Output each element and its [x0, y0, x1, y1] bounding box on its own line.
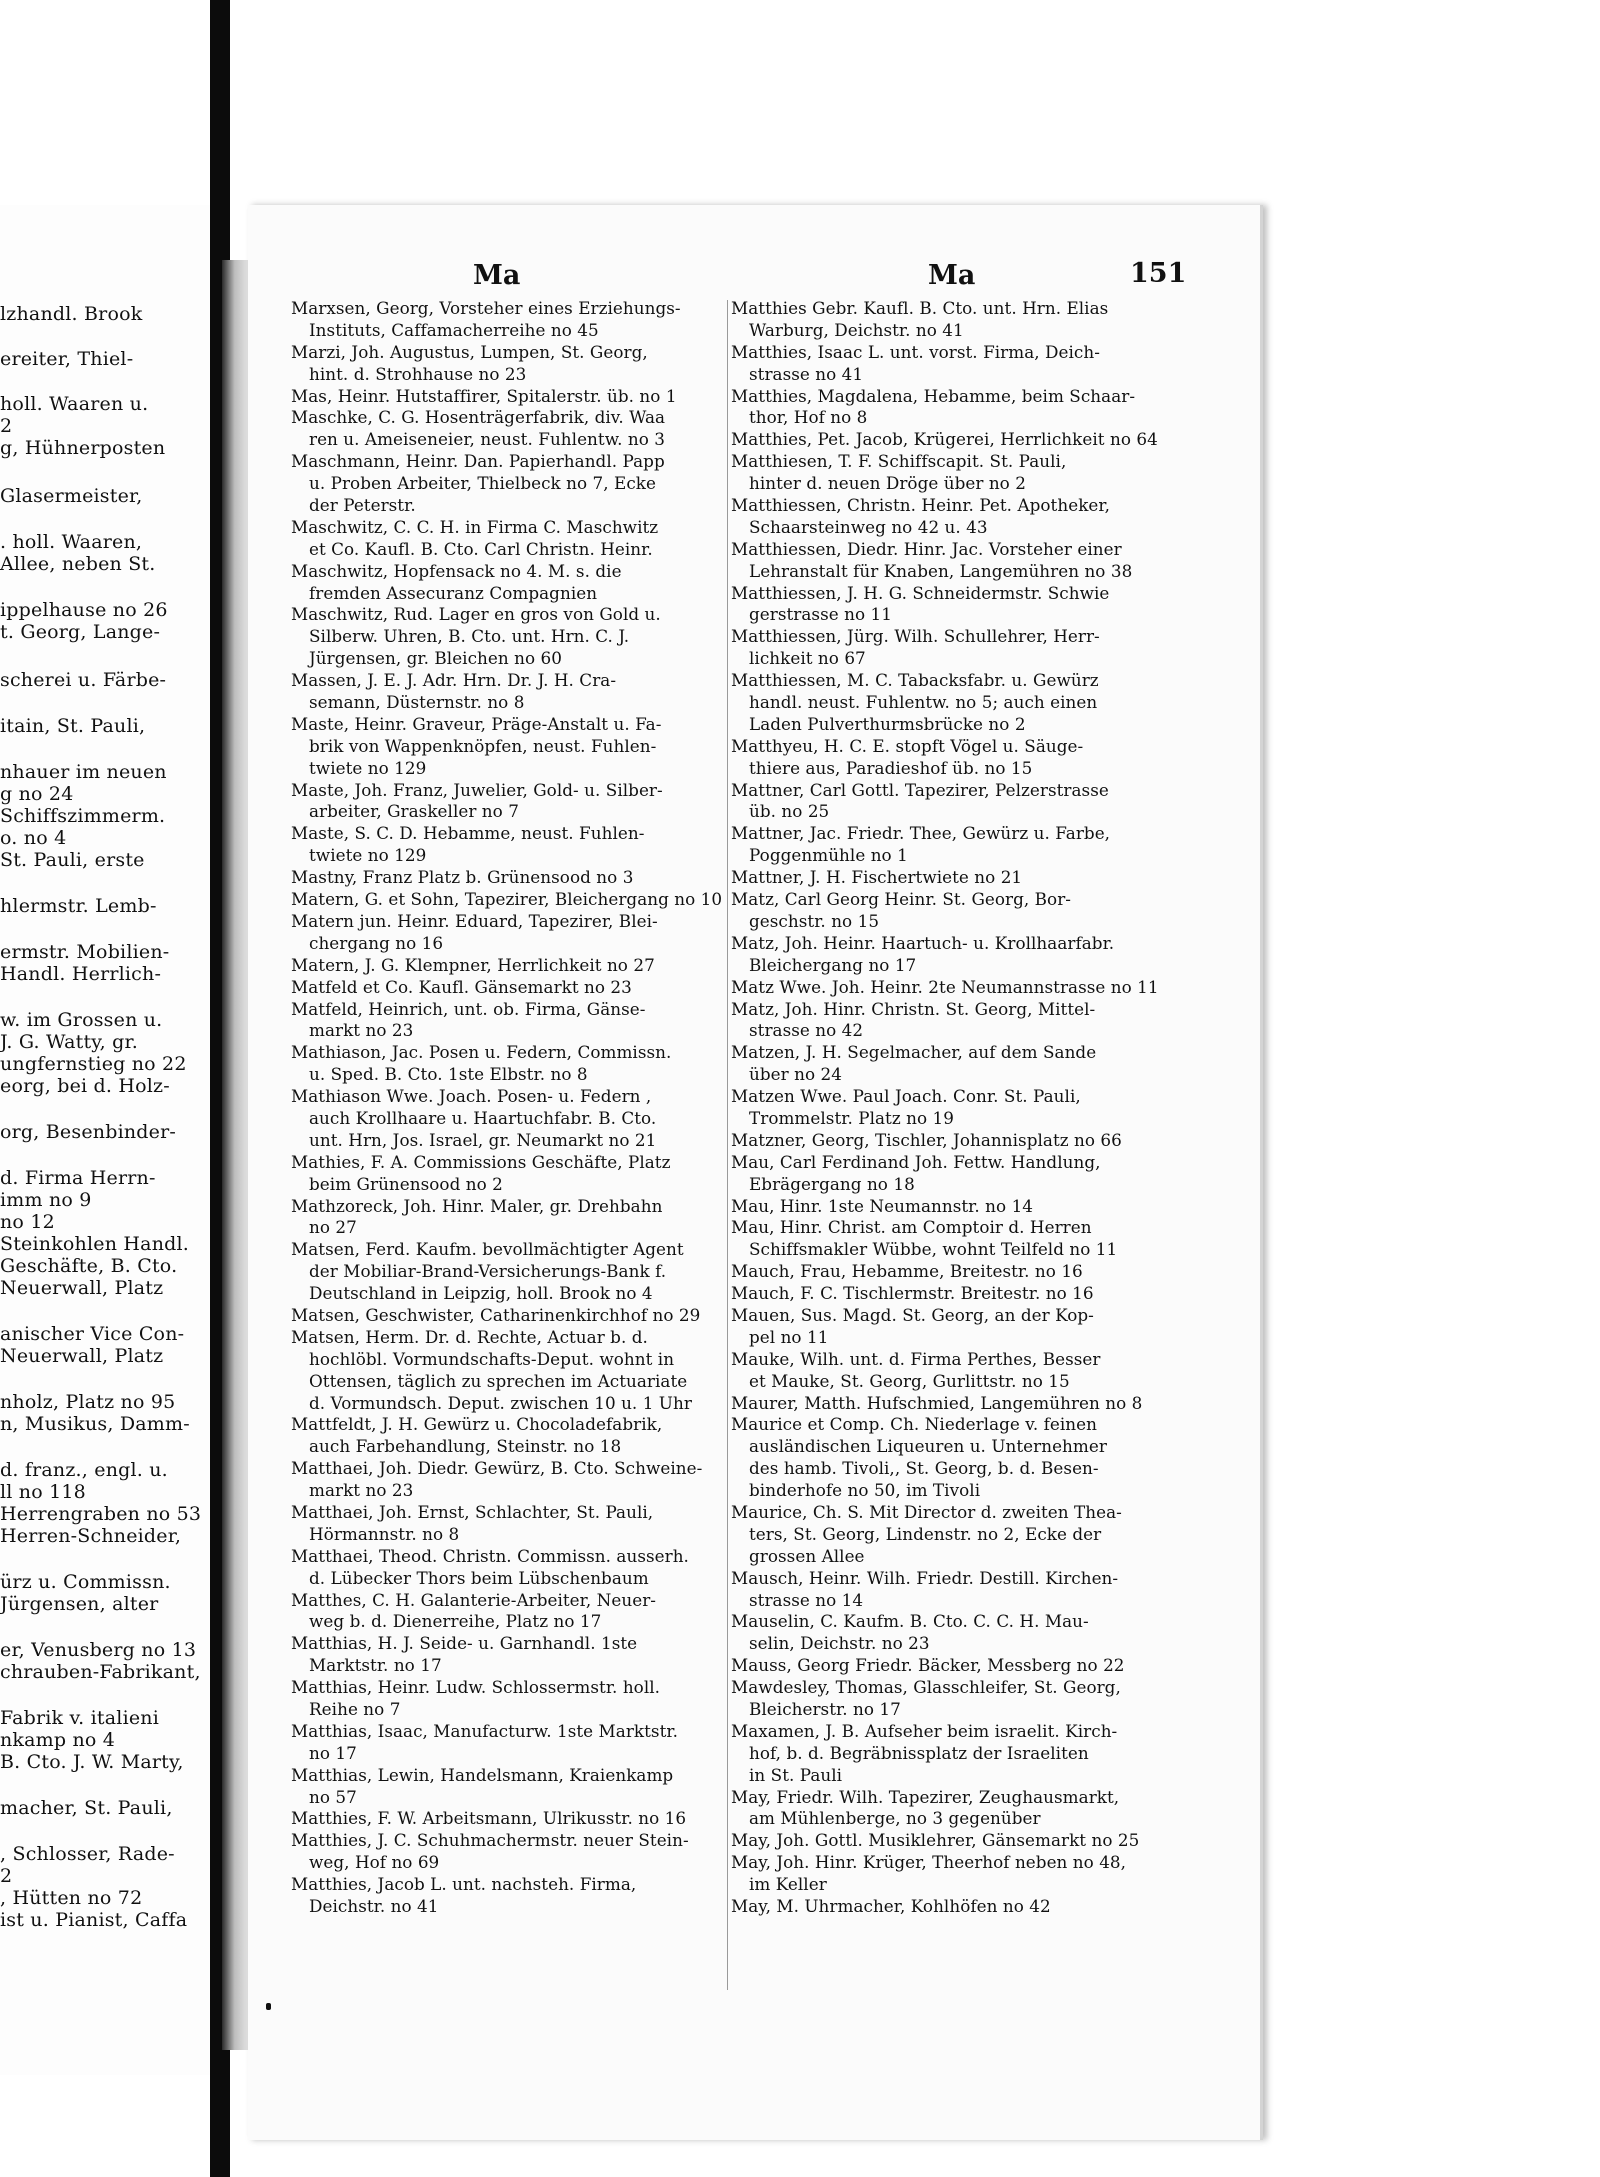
- left-fragment-line: holl. Waaren u.: [0, 393, 149, 415]
- directory-entry-line: Matthies, Jacob L. unt. nachsteh. Firma,: [291, 1874, 637, 1895]
- directory-entry-line: Maschke, C. G. Hosenträgerfabrik, div. Waa: [291, 407, 666, 428]
- directory-entry-line: Deichstr. no 41: [309, 1896, 439, 1917]
- directory-entry-line: im Keller: [749, 1874, 827, 1895]
- directory-entry-line: thor, Hof no 8: [749, 407, 868, 428]
- left-fragment-line: d. franz., engl. u.: [0, 1459, 168, 1481]
- directory-entry-line: Matthiessen, Diedr. Hinr. Jac. Vorsteher einer: [731, 538, 1122, 559]
- left-fragment-line: Glasermeister,: [0, 485, 143, 507]
- directory-entry-line: Matzner, Georg, Tischler, Johannisplatz no 66: [731, 1129, 1122, 1150]
- directory-entry-line: Maurice, Ch. S. Mit Director d. zweiten Thea-: [731, 1501, 1122, 1522]
- directory-entry-line: Warburg, Deichstr. no 41: [749, 319, 964, 340]
- left-fragment-line: , Hütten no 72: [0, 1887, 143, 1909]
- directory-entry-line: ters, St. Georg, Lindenstr. no 2, Ecke der: [749, 1523, 1102, 1544]
- directory-entry-line: Matsen, Ferd. Kaufm. bevollmächtigter Agent: [291, 1239, 684, 1260]
- directory-entry-line: Matthies, Magdalena, Hebamme, beim Schaar-: [731, 385, 1136, 406]
- directory-entry-line: Matfeld, Heinrich, unt. ob. Firma, Gänse-: [291, 998, 646, 1019]
- left-fragment-line: Fabrik v. italieni: [0, 1707, 160, 1729]
- directory-entry-line: Schaarsteinweg no 42 u. 43: [749, 516, 988, 537]
- directory-entry-line: ren u. Ameiseneier, neust. Fuhlentw. no 3: [309, 429, 666, 450]
- directory-entry-line: Matthies, Pet. Jacob, Krügerei, Herrlichkeit no 64: [731, 429, 1158, 450]
- directory-page: [248, 205, 1263, 2140]
- directory-entry-line: Laden Pulverthurmsbrücke no 2: [749, 713, 1026, 734]
- left-fragment-line: 2: [0, 415, 13, 437]
- directory-entry-line: Matern, G. et Sohn, Tapezirer, Bleichergang no 10: [291, 889, 723, 910]
- directory-entry-line: May, Joh. Hinr. Krüger, Theerhof neben no 48,: [731, 1852, 1127, 1873]
- left-fragment-line: o. no 4: [0, 827, 67, 849]
- directory-entry-line: Matsen, Herm. Dr. d. Rechte, Actuar b. d.: [291, 1326, 648, 1347]
- directory-entry-line: Mattner, Carl Gottl. Tapezirer, Pelzerstrasse: [731, 779, 1109, 800]
- directory-entry-line: Mau, Hinr. Christ. am Comptoir d. Herren: [731, 1217, 1092, 1238]
- directory-entry-line: Marxsen, Georg, Vorsteher eines Erziehungs-: [291, 298, 681, 318]
- left-fragment-line: Jürgensen, alter: [0, 1593, 159, 1615]
- directory-entry-line: Matthias, Isaac, Manufacturw. 1ste Marktstr.: [291, 1720, 678, 1741]
- directory-entry-line: no 27: [309, 1217, 357, 1238]
- directory-entry-line: May, M. Uhrmacher, Kohlhöfen no 42: [731, 1896, 1051, 1917]
- directory-entry-line: Mathies, F. A. Commissions Geschäfte, Platz: [291, 1151, 671, 1172]
- directory-entry-line: Maste, Joh. Franz, Juwelier, Gold- u. Silber-: [291, 779, 663, 800]
- directory-entry-line: semann, Düsternstr. no 8: [309, 692, 525, 713]
- directory-entry-line: et Mauke, St. Georg, Gurlittstr. no 15: [749, 1370, 1070, 1391]
- directory-entry-line: Mattner, J. H. Fischertwiete no 21: [731, 867, 1023, 888]
- directory-entry-line: weg b. d. Dienerreihe, Platz no 17: [309, 1611, 602, 1632]
- left-fragment-line: w. im Grossen u.: [0, 1009, 163, 1031]
- directory-entry-line: Matz, Carl Georg Heinr. St. Georg, Bor-: [731, 889, 1071, 910]
- directory-entry-line: no 17: [309, 1742, 357, 1763]
- directory-entry-line: pel no 11: [749, 1326, 829, 1347]
- directory-entry-line: über no 24: [749, 1064, 842, 1085]
- directory-entry-line: Lehranstalt für Knaben, Langemühren no 38: [749, 560, 1133, 581]
- directory-entry-line: thiere aus, Paradieshof üb. no 15: [749, 757, 1033, 778]
- directory-entry-line: Mauch, F. C. Tischlermstr. Breitestr. no 16: [731, 1283, 1094, 1304]
- directory-entry-line: Maschwitz, Hopfensack no 4. M. s. die: [291, 560, 622, 581]
- directory-entry-line: handl. neust. Fuhlentw. no 5; auch einen: [749, 692, 1098, 713]
- left-fragment-line: nhauer im neuen: [0, 761, 167, 783]
- left-fragment-line: Neuerwall, Platz: [0, 1345, 164, 1367]
- directory-entry-line: Maurice et Comp. Ch. Niederlage v. feinen: [731, 1414, 1097, 1435]
- left-fragment-line: St. Pauli, erste: [0, 849, 145, 871]
- directory-column-right: [731, 298, 1168, 1918]
- directory-entry-line: Mawdesley, Thomas, Glasschleifer, St. Georg,: [731, 1677, 1121, 1698]
- directory-entry-line: am Mühlenberge, no 3 gegenüber: [749, 1808, 1041, 1829]
- directory-entry-line: fremden Assecuranz Compagnien: [309, 582, 598, 603]
- directory-entry-line: Matthies, F. W. Arbeitsmann, Ulrikusstr. no 16: [291, 1808, 687, 1829]
- directory-entry-line: markt no 23: [309, 1020, 414, 1041]
- directory-entry-line: arbeiter, Graskeller no 7: [309, 801, 519, 822]
- directory-entry-line: Matthiessen, J. H. G. Schneidermstr. Schwie: [731, 582, 1110, 603]
- left-fragment-line: er, Venusberg no 13: [0, 1639, 197, 1661]
- directory-entry-line: Hörmannstr. no 8: [309, 1523, 460, 1544]
- left-fragment-line: scherei u. Färbe-: [0, 669, 167, 691]
- left-fragment-line: , Schlosser, Rade-: [0, 1843, 175, 1865]
- directory-entry-line: in St. Pauli: [749, 1764, 843, 1785]
- directory-entry-line: Matz, Joh. Hinr. Christn. St. Georg, Mittel-: [731, 998, 1096, 1019]
- directory-entry-line: Bleichergang no 17: [749, 954, 917, 975]
- left-fragment-line: nholz, Platz no 95: [0, 1391, 176, 1413]
- directory-entry-line: binderhofe no 50, im Tivoli: [749, 1480, 981, 1501]
- directory-entry-line: Maurer, Matth. Hufschmied, Langemühren no 8: [731, 1392, 1143, 1413]
- directory-entry-line: Trommelstr. Platz no 19: [749, 1107, 954, 1128]
- directory-entry-line: geschstr. no 15: [749, 910, 880, 931]
- directory-entry-line: grossen Allee: [749, 1545, 865, 1566]
- directory-entry-line: Mattner, Jac. Friedr. Thee, Gewürz u. Farbe,: [731, 823, 1111, 844]
- directory-entry-line: Mauss, Georg Friedr. Bäcker, Messberg no 22: [731, 1655, 1125, 1676]
- left-fragment-line: ermstr. Mobilien-: [0, 941, 170, 963]
- directory-entry-line: Matthias, H. J. Seide- u. Garnhandl. 1ste: [291, 1633, 638, 1654]
- directory-entry-line: et Co. Kaufl. B. Cto. Carl Christn. Heinr.: [309, 538, 653, 559]
- directory-entry-line: Schiffsmakler Wübbe, wohnt Teilfeld no 11: [749, 1239, 1118, 1260]
- page-number: 151: [1130, 258, 1187, 289]
- directory-entry-line: u. Sped. B. Cto. 1ste Elbstr. no 8: [309, 1064, 588, 1085]
- directory-entry-line: selin, Deichstr. no 23: [749, 1633, 930, 1654]
- directory-entry-line: ausländischen Liqueuren u. Unternehmer: [749, 1436, 1107, 1457]
- left-fragment-line: anischer Vice Con-: [0, 1323, 185, 1345]
- left-fragment-line: Herren-Schneider,: [0, 1525, 182, 1547]
- directory-entry-line: Poggenmühle no 1: [749, 845, 908, 866]
- directory-entry-line: Mattfeldt, J. H. Gewürz u. Chocoladefabrik,: [291, 1414, 663, 1435]
- directory-entry-line: Bleicherstr. no 17: [749, 1699, 901, 1719]
- directory-entry-line: lichkeit no 67: [749, 648, 866, 669]
- ink-speck: [266, 2003, 271, 2010]
- directory-entry-line: auch Farbehandlung, Steinstr. no 18: [309, 1436, 622, 1457]
- left-fragment-line: Neuerwall, Platz: [0, 1277, 164, 1299]
- directory-entry-line: der Peterstr.: [309, 495, 416, 516]
- directory-entry-line: Mau, Hinr. 1ste Neumannstr. no 14: [731, 1195, 1034, 1216]
- left-fragment-line: t. Georg, Lange-: [0, 621, 161, 643]
- directory-entry-line: Mas, Heinr. Hutstaffirer, Spitalerstr. üb. no 1: [291, 385, 677, 406]
- directory-entry-line: Matern, J. G. Klempner, Herrlichkeit no 27: [291, 954, 655, 975]
- directory-entry-line: Mathiason Wwe. Joach. Posen- u. Federn ,: [291, 1086, 652, 1107]
- left-fragment-line: n, Musikus, Damm-: [0, 1413, 190, 1435]
- left-fragment-line: B. Cto. J. W. Marty,: [0, 1751, 184, 1773]
- directory-entry-line: hochlöbl. Vormundschafts-Deput. wohnt in: [309, 1348, 675, 1369]
- directory-entry-line: Matthias, Heinr. Ludw. Schlossermstr. holl.: [291, 1677, 661, 1698]
- directory-entry-line: Matthiessen, M. C. Tabacksfabr. u. Gewürz: [731, 670, 1099, 691]
- directory-entry-line: beim Grünensood no 2: [309, 1173, 503, 1194]
- directory-entry-line: Matthyeu, H. C. E. stopft Vögel u. Säuge-: [731, 735, 1084, 756]
- left-fragment-line: Handl. Herrlich-: [0, 963, 162, 985]
- directory-entry-line: Silberw. Uhren, B. Cto. unt. Hrn. C. J.: [309, 626, 630, 647]
- left-fragment-line: macher, St. Pauli,: [0, 1797, 173, 1819]
- directory-entry-line: hof, b. d. Begräbnissplatz der Israeliten: [749, 1742, 1089, 1763]
- directory-entry-line: Matthiessen, Christn. Heinr. Pet. Apotheker,: [731, 495, 1111, 516]
- directory-entry-line: markt no 23: [309, 1480, 414, 1501]
- directory-entry-line: Maschmann, Heinr. Dan. Papierhandl. Papp: [291, 451, 665, 472]
- directory-entry-line: Maste, Heinr. Graveur, Präge-Anstalt u. Fa-: [291, 713, 662, 734]
- left-page-fragment: [0, 205, 212, 2075]
- directory-entry-line: hinter d. neuen Dröge über no 2: [749, 473, 1026, 494]
- left-fragment-line: d. Firma Herrn-: [0, 1167, 156, 1189]
- directory-entry-line: strasse no 42: [749, 1020, 864, 1041]
- left-fragment-line: itain, St. Pauli,: [0, 715, 146, 737]
- directory-entry-line: Matthies, J. C. Schuhmachermstr. neuer Stein-: [291, 1830, 689, 1851]
- directory-entry-line: Ottensen, täglich zu sprechen im Actuariate: [309, 1370, 688, 1391]
- directory-entry-line: u. Proben Arbeiter, Thielbeck no 7, Ecke: [309, 473, 656, 494]
- directory-entry-line: Marzi, Joh. Augustus, Lumpen, St. Georg,: [291, 341, 648, 362]
- directory-entry-line: Matthies, Isaac L. unt. vorst. Firma, Deich-: [731, 341, 1100, 362]
- directory-entry-line: gerstrasse no 11: [749, 604, 892, 625]
- directory-entry-line: Matthias, Lewin, Handelsmann, Kraienkamp: [291, 1764, 674, 1785]
- left-fragment-line: lzhandl. Brook: [0, 303, 143, 325]
- left-fragment-line: chrauben-Fabrikant,: [0, 1661, 201, 1683]
- directory-entry-line: Matfeld et Co. Kaufl. Gänsemarkt no 23: [291, 976, 632, 997]
- directory-entry-line: Matz Wwe. Joh. Heinr. 2te Neumannstrasse no 11: [731, 976, 1159, 997]
- directory-entry-line: Matthaei, Theod. Christn. Commissn. ausserh.: [291, 1545, 689, 1566]
- directory-entry-line: d. Lübecker Thors beim Lübschenbaum: [309, 1567, 649, 1588]
- directory-entry-line: strasse no 14: [749, 1589, 864, 1610]
- directory-entry-line: Reihe no 7: [309, 1699, 401, 1719]
- directory-entry-line: Jürgensen, gr. Bleichen no 60: [309, 648, 562, 669]
- directory-entry-line: Maschwitz, C. C. H. in Firma C. Maschwitz: [291, 516, 659, 537]
- directory-entry-line: auch Krollhaare u. Haartuchfabr. B. Cto.: [309, 1107, 657, 1128]
- left-fragment-line: Schiffszimmerm.: [0, 805, 166, 827]
- directory-entry-line: hint. d. Strohhause no 23: [309, 363, 527, 384]
- gutter-shadow: [222, 260, 250, 2050]
- left-fragment-line: Herrengraben no 53: [0, 1503, 202, 1525]
- directory-entry-line: Matthies Gebr. Kaufl. B. Cto. unt. Hrn. Elias: [731, 298, 1109, 318]
- directory-entry-line: May, Friedr. Wilh. Tapezirer, Zeughausmarkt,: [731, 1786, 1120, 1807]
- directory-entry-line: Mau, Carl Ferdinand Joh. Fettw. Handlung,: [731, 1151, 1101, 1172]
- directory-entry-line: Mauke, Wilh. unt. d. Firma Perthes, Besser: [731, 1348, 1101, 1369]
- directory-entry-line: d. Vormundsch. Deput. zwischen 10 u. 1 Uhr: [309, 1392, 692, 1413]
- left-fragment-line: Steinkohlen Handl.: [0, 1233, 190, 1255]
- directory-entry-line: weg, Hof no 69: [309, 1852, 440, 1873]
- directory-entry-line: Maste, S. C. D. Hebamme, neust. Fuhlen-: [291, 823, 645, 844]
- directory-entry-line: Matzen Wwe. Paul Joach. Conr. St. Pauli,: [731, 1086, 1081, 1107]
- left-fragment-line: hlermstr. Lemb-: [0, 895, 157, 917]
- left-fragment-line: 2: [0, 1865, 13, 1887]
- left-fragment-line: g, Hühnerposten: [0, 437, 166, 459]
- left-fragment-line: ürz u. Commissn.: [0, 1571, 171, 1593]
- directory-entry-line: Mastny, Franz Platz b. Grünensood no 3: [291, 867, 634, 888]
- directory-entry-line: twiete no 129: [309, 845, 427, 866]
- directory-entry-line: Massen, J. E. J. Adr. Hrn. Dr. J. H. Cra-: [291, 670, 617, 691]
- directory-entry-line: Matthaei, Joh. Diedr. Gewürz, B. Cto. Schweine-: [291, 1458, 703, 1479]
- directory-entry-line: Matsen, Geschwister, Catharinenkirchhof no 29: [291, 1304, 701, 1325]
- directory-entry-line: Matz, Joh. Heinr. Haartuch- u. Krollhaarfabr.: [731, 932, 1115, 953]
- left-fragment-line: ungfernstieg no 22: [0, 1053, 187, 1075]
- directory-entry-line: Mauselin, C. Kaufm. B. Cto. C. C. H. Mau-: [731, 1611, 1089, 1632]
- directory-entry-line: Marktstr. no 17: [309, 1655, 442, 1676]
- directory-entry-line: Matthaei, Joh. Ernst, Schlachter, St. Pauli,: [291, 1501, 654, 1522]
- left-fragment-line: g no 24: [0, 783, 74, 805]
- directory-entry-line: Matzen, J. H. Segelmacher, auf dem Sande: [731, 1042, 1097, 1063]
- directory-entry-line: brik von Wappenknöpfen, neust. Fuhlen-: [309, 735, 657, 756]
- running-head-left: Ma: [473, 260, 521, 291]
- directory-entry-line: Matthiessen, Jürg. Wilh. Schullehrer, Herr-: [731, 626, 1100, 647]
- running-head-center: Ma: [928, 260, 976, 291]
- left-fragment-line: eorg, bei d. Holz-: [0, 1075, 170, 1097]
- directory-entry-line: Mauch, Frau, Hebamme, Breitestr. no 16: [731, 1261, 1083, 1282]
- left-fragment-line: no 12: [0, 1211, 55, 1233]
- directory-entry-line: Ebrägergang no 18: [749, 1173, 915, 1194]
- directory-entry-line: chergang no 16: [309, 932, 444, 953]
- directory-entry-line: twiete no 129: [309, 757, 427, 778]
- directory-entry-line: Mathiason, Jac. Posen u. Federn, Commissn.: [291, 1042, 672, 1063]
- left-fragment-line: ll no 118: [0, 1481, 86, 1503]
- left-fragment-line: . holl. Waaren,: [0, 531, 143, 553]
- left-fragment-line: ippelhause no 26: [0, 599, 168, 621]
- left-fragment-line: J. G. Watty, gr.: [0, 1031, 138, 1053]
- directory-entry-line: Matern jun. Heinr. Eduard, Tapezirer, Blei-: [291, 910, 658, 931]
- left-fragment-line: ereiter, Thiel-: [0, 348, 134, 370]
- left-fragment-line: org, Besenbinder-: [0, 1121, 176, 1143]
- directory-entry-line: no 57: [309, 1786, 357, 1807]
- directory-entry-line: Mausch, Heinr. Wilh. Friedr. Destill. Kirchen-: [731, 1567, 1119, 1588]
- left-fragment-line: imm no 9: [0, 1189, 92, 1211]
- directory-entry-line: des hamb. Tivoli,, St. Georg, b. d. Besen-: [749, 1458, 1099, 1479]
- directory-entry-line: Matthes, C. H. Galanterie-Arbeiter, Neuer-: [291, 1589, 657, 1610]
- left-fragment-line: Allee, neben St.: [0, 553, 156, 575]
- directory-entry-line: Maschwitz, Rud. Lager en gros von Gold u.: [291, 604, 661, 625]
- directory-entry-line: Instituts, Caffamacherreihe no 45: [309, 319, 599, 340]
- directory-entry-line: Mathzoreck, Joh. Hinr. Maler, gr. Drehbahn: [291, 1195, 663, 1216]
- directory-entry-line: unt. Hrn, Jos. Israel, gr. Neumarkt no 21: [309, 1129, 657, 1150]
- left-fragment-line: nkamp no 4: [0, 1729, 116, 1751]
- directory-column-left: [291, 298, 728, 1918]
- left-fragment-line: ist u. Pianist, Caffa: [0, 1909, 188, 1931]
- directory-entry-line: strasse no 41: [749, 363, 864, 384]
- directory-entry-line: May, Joh. Gottl. Musiklehrer, Gänsemarkt no 25: [731, 1830, 1140, 1851]
- directory-entry-line: der Mobiliar-Brand-Versicherungs-Bank f.: [309, 1261, 667, 1282]
- directory-entry-line: Maxamen, J. B. Aufseher beim israelit. Kirch-: [731, 1720, 1118, 1741]
- left-fragment-line: Geschäfte, B. Cto.: [0, 1255, 178, 1277]
- directory-entry-line: Deutschland in Leipzig, holl. Brook no 4: [309, 1283, 653, 1304]
- directory-entry-line: üb. no 25: [749, 801, 830, 822]
- directory-entry-line: Matthiesen, T. F. Schiffscapit. St. Pauli,: [731, 451, 1067, 472]
- directory-entry-line: Mauen, Sus. Magd. St. Georg, an der Kop-: [731, 1304, 1094, 1325]
